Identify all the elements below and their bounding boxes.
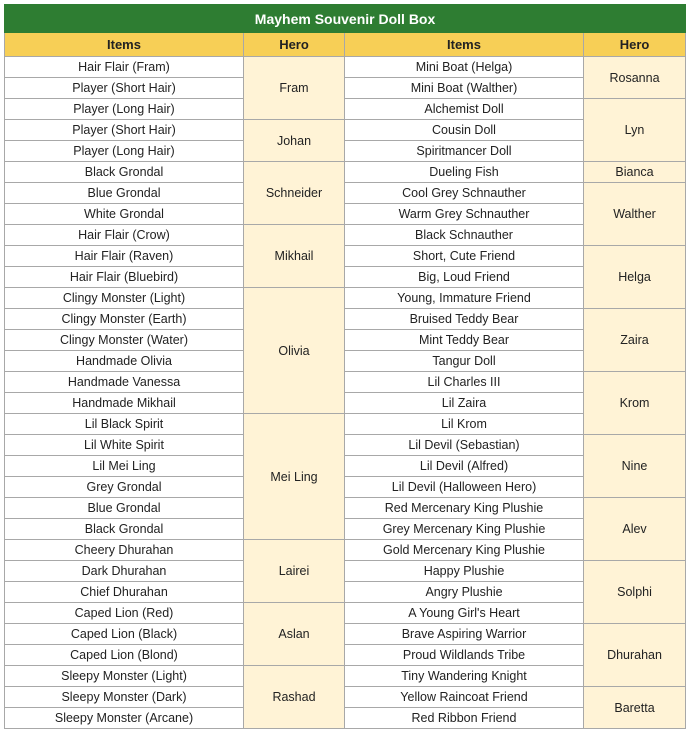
table-row bbox=[5, 246, 686, 267]
right-item-cell: Tiny Wandering Knight bbox=[345, 666, 584, 687]
table-row bbox=[5, 456, 686, 477]
right-hero-cell: Baretta bbox=[584, 687, 686, 729]
table-row bbox=[5, 351, 686, 372]
table-row bbox=[5, 498, 686, 519]
table-row bbox=[5, 540, 686, 561]
left-hero-cell: Mikhail bbox=[244, 225, 345, 288]
table-row bbox=[5, 141, 686, 162]
left-item-cell: Black Grondal bbox=[5, 519, 244, 540]
left-item-cell: Handmade Mikhail bbox=[5, 393, 244, 414]
table-row bbox=[5, 267, 686, 288]
table-row bbox=[5, 561, 686, 582]
left-item-cell: White Grondal bbox=[5, 204, 244, 225]
table-row bbox=[5, 288, 686, 309]
left-item-cell: Clingy Monster (Light) bbox=[5, 288, 244, 309]
left-item-cell: Black Grondal bbox=[5, 162, 244, 183]
left-hero-cell: Johan bbox=[244, 120, 345, 162]
table-row bbox=[5, 78, 686, 99]
right-item-cell: Lil Devil (Halloween Hero) bbox=[345, 477, 584, 498]
right-item-cell: Gold Mercenary King Plushie bbox=[345, 540, 584, 561]
left-item-cell: Player (Long Hair) bbox=[5, 99, 244, 120]
left-item-cell: Sleepy Monster (Arcane) bbox=[5, 708, 244, 729]
right-item-cell: Mini Boat (Helga) bbox=[345, 57, 584, 78]
left-item-cell: Hair Flair (Crow) bbox=[5, 225, 244, 246]
header-hero-right: Hero bbox=[584, 33, 686, 57]
table-row bbox=[5, 582, 686, 603]
right-hero-cell: Dhurahan bbox=[584, 624, 686, 687]
table-row bbox=[5, 225, 686, 246]
left-item-cell: Player (Short Hair) bbox=[5, 120, 244, 141]
table-row bbox=[5, 435, 686, 456]
table-row bbox=[5, 183, 686, 204]
left-item-cell: Blue Grondal bbox=[5, 498, 244, 519]
table-row bbox=[5, 603, 686, 624]
left-item-cell: Grey Grondal bbox=[5, 477, 244, 498]
right-hero-cell: Zaira bbox=[584, 309, 686, 372]
doll-box-table bbox=[4, 4, 686, 729]
left-item-cell: Caped Lion (Red) bbox=[5, 603, 244, 624]
left-hero-cell: Aslan bbox=[244, 603, 345, 666]
table-row bbox=[5, 477, 686, 498]
right-hero-cell: Solphi bbox=[584, 561, 686, 624]
right-hero-cell: Alev bbox=[584, 498, 686, 561]
right-hero-cell: Rosanna bbox=[584, 57, 686, 99]
right-item-cell: Red Mercenary King Plushie bbox=[345, 498, 584, 519]
left-hero-cell: Olivia bbox=[244, 288, 345, 414]
left-item-cell: Sleepy Monster (Light) bbox=[5, 666, 244, 687]
right-item-cell: Mini Boat (Walther) bbox=[345, 78, 584, 99]
table-title: Mayhem Souvenir Doll Box bbox=[5, 5, 686, 33]
right-item-cell: Mint Teddy Bear bbox=[345, 330, 584, 351]
left-hero-cell: Mei Ling bbox=[244, 414, 345, 540]
left-item-cell: Cheery Dhurahan bbox=[5, 540, 244, 561]
right-item-cell: Alchemist Doll bbox=[345, 99, 584, 120]
table-row bbox=[5, 330, 686, 351]
left-item-cell: Lil Black Spirit bbox=[5, 414, 244, 435]
table-row bbox=[5, 519, 686, 540]
left-hero-cell: Rashad bbox=[244, 666, 345, 729]
left-item-cell: Clingy Monster (Earth) bbox=[5, 309, 244, 330]
header-hero-left: Hero bbox=[244, 33, 345, 57]
header-items-left: Items bbox=[5, 33, 244, 57]
right-item-cell: Lil Zaira bbox=[345, 393, 584, 414]
left-item-cell: Lil White Spirit bbox=[5, 435, 244, 456]
table-row bbox=[5, 162, 686, 183]
left-item-cell: Chief Dhurahan bbox=[5, 582, 244, 603]
table-row bbox=[5, 645, 686, 666]
right-item-cell: Lil Charles III bbox=[345, 372, 584, 393]
right-item-cell: Warm Grey Schnauther bbox=[345, 204, 584, 225]
table-row bbox=[5, 687, 686, 708]
right-item-cell: Short, Cute Friend bbox=[345, 246, 584, 267]
table-row bbox=[5, 372, 686, 393]
right-item-cell: Happy Plushie bbox=[345, 561, 584, 582]
left-item-cell: Clingy Monster (Water) bbox=[5, 330, 244, 351]
left-item-cell: Player (Long Hair) bbox=[5, 141, 244, 162]
right-item-cell: A Young Girl's Heart bbox=[345, 603, 584, 624]
right-item-cell: Dueling Fish bbox=[345, 162, 584, 183]
table-row bbox=[5, 204, 686, 225]
left-item-cell: Handmade Olivia bbox=[5, 351, 244, 372]
table-row bbox=[5, 393, 686, 414]
right-item-cell: Brave Aspiring Warrior bbox=[345, 624, 584, 645]
right-item-cell: Proud Wildlands Tribe bbox=[345, 645, 584, 666]
right-item-cell: Black Schnauther bbox=[345, 225, 584, 246]
right-hero-cell: Walther bbox=[584, 183, 686, 246]
left-item-cell: Handmade Vanessa bbox=[5, 372, 244, 393]
right-item-cell: Angry Plushie bbox=[345, 582, 584, 603]
left-item-cell: Hair Flair (Raven) bbox=[5, 246, 244, 267]
right-item-cell: Lil Krom bbox=[345, 414, 584, 435]
right-hero-cell: Krom bbox=[584, 372, 686, 435]
right-hero-cell: Helga bbox=[584, 246, 686, 309]
right-item-cell: Grey Mercenary King Plushie bbox=[345, 519, 584, 540]
doll-box-table-wrapper bbox=[4, 4, 686, 729]
right-item-cell: Big, Loud Friend bbox=[345, 267, 584, 288]
right-item-cell: Tangur Doll bbox=[345, 351, 584, 372]
right-hero-cell: Nine bbox=[584, 435, 686, 498]
table-row bbox=[5, 666, 686, 687]
left-item-cell: Caped Lion (Blond) bbox=[5, 645, 244, 666]
left-item-cell: Caped Lion (Black) bbox=[5, 624, 244, 645]
right-item-cell: Spiritmancer Doll bbox=[345, 141, 584, 162]
left-item-cell: Blue Grondal bbox=[5, 183, 244, 204]
right-item-cell: Cool Grey Schnauther bbox=[345, 183, 584, 204]
left-item-cell: Sleepy Monster (Dark) bbox=[5, 687, 244, 708]
table-row bbox=[5, 309, 686, 330]
right-hero-cell: Bianca bbox=[584, 162, 686, 183]
left-hero-cell: Lairei bbox=[244, 540, 345, 603]
left-item-cell: Dark Dhurahan bbox=[5, 561, 244, 582]
table-row bbox=[5, 57, 686, 78]
right-hero-cell: Lyn bbox=[584, 99, 686, 162]
right-item-cell: Cousin Doll bbox=[345, 120, 584, 141]
right-item-cell: Lil Devil (Sebastian) bbox=[345, 435, 584, 456]
right-item-cell: Bruised Teddy Bear bbox=[345, 309, 584, 330]
left-item-cell: Hair Flair (Fram) bbox=[5, 57, 244, 78]
table-row bbox=[5, 624, 686, 645]
right-item-cell: Young, Immature Friend bbox=[345, 288, 584, 309]
table-body bbox=[5, 57, 686, 729]
left-hero-cell: Fram bbox=[244, 57, 345, 120]
left-item-cell: Hair Flair (Bluebird) bbox=[5, 267, 244, 288]
right-item-cell: Yellow Raincoat Friend bbox=[345, 687, 584, 708]
right-item-cell: Red Ribbon Friend bbox=[345, 708, 584, 729]
left-item-cell: Lil Mei Ling bbox=[5, 456, 244, 477]
table-row bbox=[5, 708, 686, 729]
header-items-right: Items bbox=[345, 33, 584, 57]
table-row bbox=[5, 120, 686, 141]
left-hero-cell: Schneider bbox=[244, 162, 345, 225]
right-item-cell: Lil Devil (Alfred) bbox=[345, 456, 584, 477]
left-item-cell: Player (Short Hair) bbox=[5, 78, 244, 99]
table-row bbox=[5, 99, 686, 120]
table-row bbox=[5, 414, 686, 435]
